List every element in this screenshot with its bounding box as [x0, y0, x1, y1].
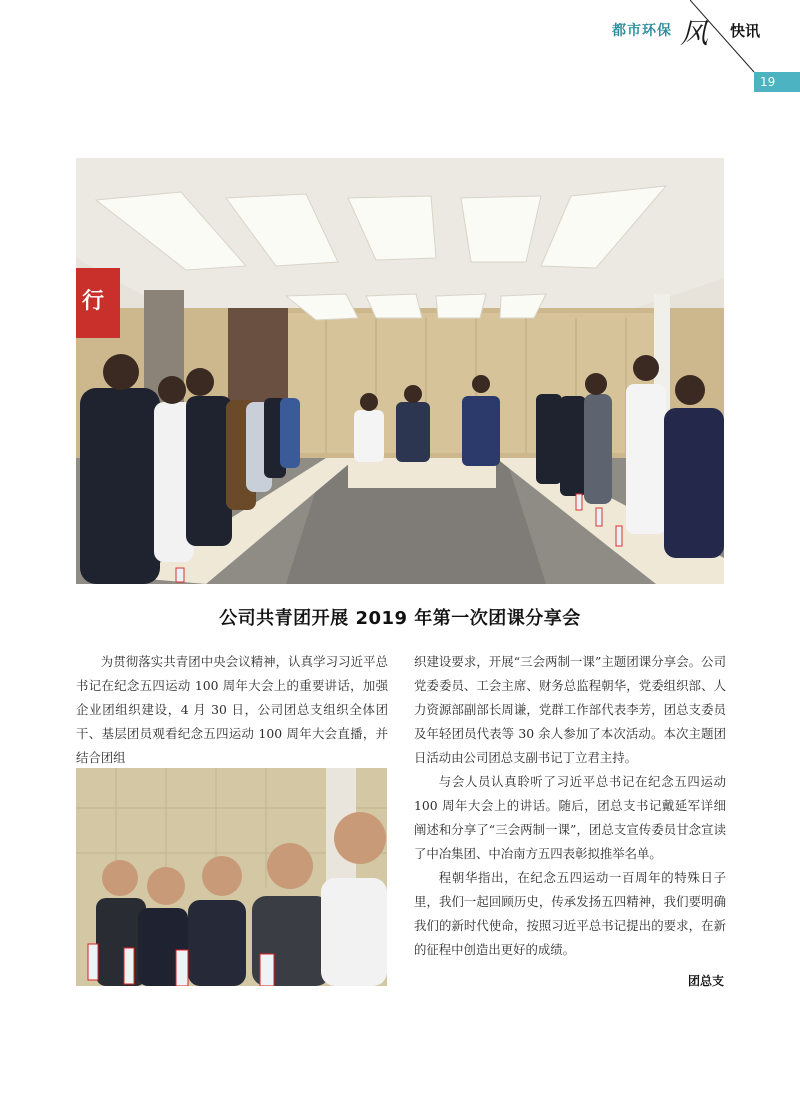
section-label: 快讯 — [730, 22, 761, 40]
page-number: 19 — [754, 72, 800, 92]
article-column-left — [76, 650, 388, 770]
article-column-right — [414, 650, 726, 962]
article-paragraph: 为贯彻落实共青团中央会议精神，认真学习习近平总书记在纪念五四运动 100 周年大会上的重要讲话，加强企业团组织建设，4 月 30 日，公司团总支组织全体团干、基层团员观看纪念五四运动 100 周年大会直播，并结合团组 — [76, 654, 388, 765]
masthead-calligraphy: 风 — [680, 17, 709, 50]
article-title: 公司共青团开展 2019 年第一次团课分享会 — [219, 608, 581, 629]
banner-text: 行 — [82, 289, 105, 314]
article-paragraph-continued: 织建设要求，开展“三会两制一课”主题团课分享会。公司党委委员、工会主席、财务总监程朝华，党委组织部、人力资源部副部长周谦，党群工作部代表李芳，团总支委员及年轻团员代表等 30 余人参加了本次活动。本次主题团日活动由公司团总支副书记丁立君主持。 — [414, 654, 726, 765]
article-paragraph: 与会人员认真聆听了习近平总书记在纪念五四运动 100 周年大会上的讲话。随后，团总支书记戴延军详细阐述和分享了“三会两制一课”，团总支宣传委员甘念宣读了中冶集团、中冶南方五四表彰拟推举名单。 — [414, 774, 726, 861]
secondary-photo-attendees — [76, 768, 387, 986]
main-photo-meeting-room — [76, 158, 724, 584]
article-paragraph: 程朝华指出，在纪念五四运动一百周年的特殊日子里，我们一起回顾历史，传承发扬五四精神，我们要明确我们的新时代使命，按照习近平总书记提出的要求，在新的征程中创造出更好的成绩。 — [414, 870, 726, 957]
magazine-name: 都市环保 — [612, 23, 672, 39]
article-byline: 团总支 — [687, 974, 724, 988]
